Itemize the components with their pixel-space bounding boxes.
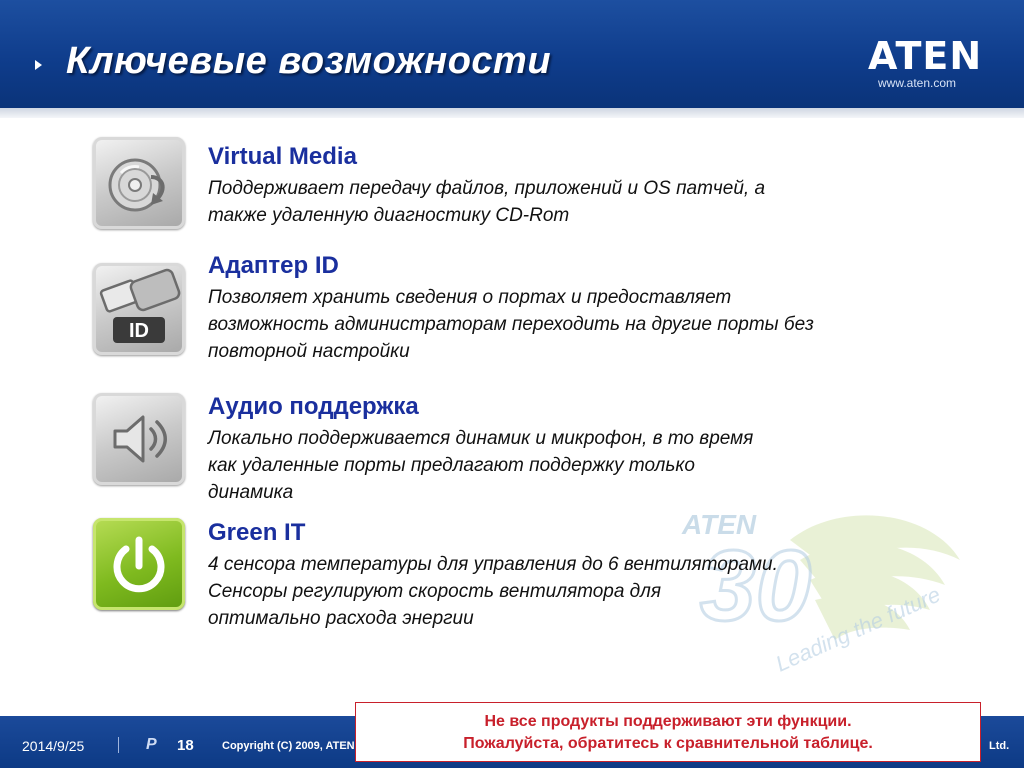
feature-title: Virtual Media [208,143,357,170]
speaker-icon [93,393,185,485]
icon-id-label: ID [129,320,149,342]
page-title: Ключевые возможности [66,40,552,82]
feature-description-line: возможность администраторам переходить на другие порты без [208,314,814,335]
notice-line-2: Пожалуйста, обратитесь к сравнительной таблице. [463,735,873,752]
header-stripe [0,108,1024,118]
feature-description-line: динамика [208,482,294,503]
brand-logo: ATEN [868,34,983,78]
footer-ltd: Ltd. [989,740,1010,752]
notice-line-1: Не все продукты поддерживают эти функции. [484,713,852,730]
feature-description-line: Поддерживает передачу файлов, приложений и OS патчей, а [208,178,766,199]
feature-description-line: Сенсоры регулируют скорость вентилятора для [208,581,662,602]
feature-description-line: Позволяет хранить сведения о портах и предоставляет [208,287,732,308]
footer-p-label: P [146,736,157,753]
feature-title: Green IT [208,519,306,546]
brand-url: www.aten.com [878,76,957,90]
feature-description-line: как удаленные порты предлагают поддержку только [208,455,695,476]
usb-id-adapter-icon [93,263,185,355]
footer-divider [118,737,119,753]
notice-box [355,702,981,762]
feature-description [208,175,765,229]
feature-description-line: оптимально расхода энергии [208,608,474,629]
title-bullet-icon [35,60,42,70]
feature-description-line: Локально поддерживается динамик и микрофон, в то время [208,428,754,449]
footer-date: 2014/9/25 [22,738,85,754]
feature-description-line: повторной настройки [208,341,410,362]
feature-description-line: также удаленную диагностику CD-Rom [208,205,570,226]
watermark-tagline: Leading the future [771,581,945,677]
watermark-number: 30 [700,530,812,642]
cd-disc-icon [93,137,185,229]
feature-description [208,284,814,365]
watermark-brand: ATEN [682,509,757,540]
feature-description [208,551,778,632]
power-icon [93,518,185,610]
feature-description-line: 4 сенсора температуры для управления до 6 вентиляторами. [208,554,778,575]
feature-title: Адаптер ID [208,252,339,279]
footer-copyright: Copyright (C) 2009, ATEN [222,740,355,752]
feature-description [208,425,753,506]
footer-page-number: 18 [177,737,194,754]
feature-title: Аудио поддержка [208,393,419,420]
